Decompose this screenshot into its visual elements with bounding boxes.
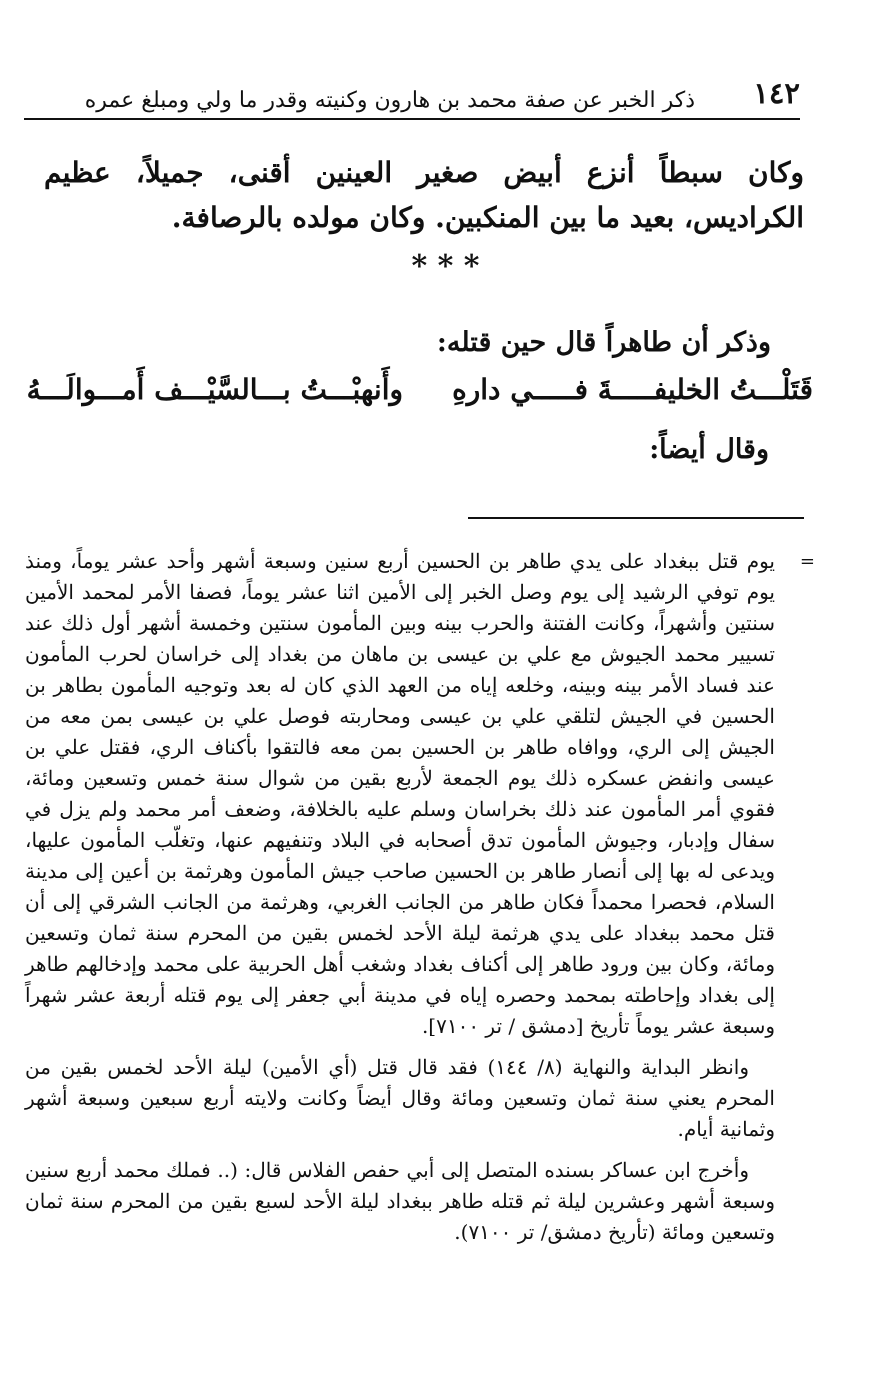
footnote-continuation	[25, 546, 815, 1248]
footnote-paragraph: وانظر البداية والنهاية (٨/ ١٤٤) فقد قال قتل (أي الأمين) ليلة الأحد لخمس بقين من المحرم يعني سنة ثمان وتسعين ومائة وقال أيضاً وكانت ولايته أربع سبعين وسبعة أشهر وثمانية أيام.	[25, 1055, 775, 1141]
page-header	[24, 70, 800, 120]
header-rule	[24, 118, 800, 120]
also-said-line: وقال أيضاً:	[649, 434, 769, 465]
footnote-rule	[468, 517, 804, 519]
verse-second-hemistich: وأَنهبْـــتُ بـــالسَّيْـــف أَمـــوالَـــهُ	[26, 373, 403, 406]
asterisk-separator: * * *	[411, 249, 480, 284]
verse-first-hemistich: قَتَلْـــتُ الخليفـــــةَ فـــــي دارهِ	[452, 373, 813, 406]
verse-line	[26, 364, 813, 420]
footnote-paragraph: يوم قتل ببغداد على يدي طاهر بن الحسين أربع سنين وسبعة أشهر وأحد عشر يوماً، ومنذ يوم توفي الرشيد إلى يوم وصل الخبر إلى الأمين اثنا عشر يوماً، فصفا الأمر لمحمد الأمين سنتين وأشهراً، وكانت الفتنة والحرب بينه وبين المأمون سنتين وخمسة أشهر أول ذلك عند تسيير محمد الجيوش مع علي بن عيسى بن ماهان من بغداد إلى خراسان لحرب المأمون عند فساد الأمر بينه وبينه، وخلعه إياه من العهد الذي كان له بعد وتوجيه المأمون بطاهر بن الحسين في الجيش لتلقي علي بن عيسى ومحاربته فوصل علي بن عيسى بمن معه من الجيش إلى الري، ووافاه طاهر بن الحسين بمن معه فالتقوا بأكناف الري، فقتل علي بن عيسى وانفض عسكره ذلك يوم الجمعة لأربع بقين من شوال سنة خمس وتسعين ومائة، فقوي أمر المأمون عند ذلك بخراسان وسلم عليه بالخلافة، وضعف أمر محمد ولم يزل في سفال وإدبار، وجيوش المأمون تدق أصحابه في البلاد وتنفيهم عنها، وتغلّب المأمون عليها، ويدعى له بها إلى أنصار طاهر بن الحسين صاحب جيش المأمون وهرثمة بن أعين إلى مدينة السلام، فحصرا محمداً فكان طاهر من الجانب الغربي، وهرثمة من الجانب الشرقي إلى أن قتل محمد ببغداد على يدي هرثمة ليلة الأحد لخمس بقين من المحرم سنة ثمان وتسعين ومائة، وكان بين ورود طاهر إلى أكناف بغداد وشغب أهل الحربية على محمد وإدخالهم طاهر إلى بغداد وإحاطته بمحمد وحصره إياه في مدينة أبي جعفر إلى يوم قتله أربعة عشر شهراً وسبعة عشر يوماً تأريخ [دمشق / تر ٧١٠٠].	[25, 549, 775, 1038]
running-title: ذكر الخبر عن صفة محمد بن هارون وكنيته وقدر ما ولي ومبلغ عمره	[84, 88, 695, 113]
footnote-paragraph: وأخرج ابن عساكر بسنده المتصل إلى أبي حفص الفلاس قال: (.. فملك محمد أربع سنين وسبعة أشهر وعشرين ليلة ثم قتله طاهر ببغداد ليلة الأحد لسبع بقين من المحرم سنة ثمان وتسعين ومائة (تأريخ دمشق/ تر ٧١٠٠).	[25, 1158, 775, 1244]
page-number: ١٤٢	[753, 76, 800, 110]
footnotes	[25, 546, 815, 1262]
footnote-continuation-marker: =	[799, 551, 815, 572]
verse-intro: وذكر أن طاهراً قال حين قتله:	[436, 327, 771, 358]
main-paragraph: وكان سبطاً أنزع أبيض صغير العينين أقنى، جميلاً، عظيم الكراديس، بعيد ما بين المنكبين. وكان مولده بالرصافة.	[44, 156, 804, 234]
